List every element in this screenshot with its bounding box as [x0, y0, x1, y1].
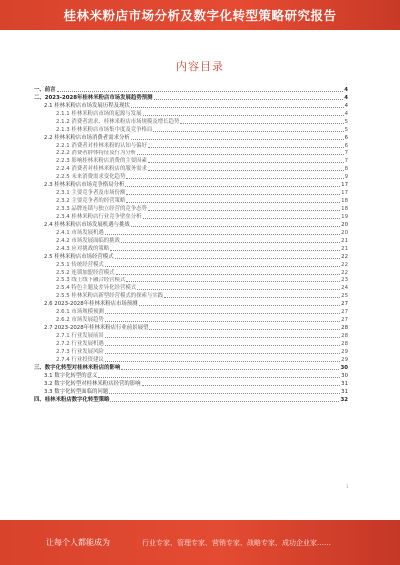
top-banner: [0, 0, 400, 30]
toc-entry-label: 2.6 2023-2028年桂林米粉店市场预测: [44, 301, 138, 308]
toc-entry-label: 2.1.2 消费者需求、桂林米粉店市场规模及增长趋势: [56, 118, 180, 125]
toc-entry-label: 2.6.1 市场规模预测: [56, 309, 104, 316]
toc-leader-dots: [105, 360, 340, 362]
toc-entry-page: 17: [341, 190, 348, 197]
toc-leader-dots: [180, 122, 343, 124]
toc-entry[interactable]: [34, 118, 348, 126]
toc-entry-label: 2.1 桂林米粉店市场发展历程及现状: [44, 102, 130, 109]
toc-leader-dots: [110, 249, 340, 251]
toc-entry-page: 30: [340, 364, 348, 371]
toc-entry[interactable]: [34, 348, 348, 356]
toc-entry-page: 20: [341, 229, 348, 236]
toc-leader-dots: [115, 257, 341, 259]
toc-entry-label: 二、2023-2028年桂林米粉店市场发展趋势预测: [34, 94, 153, 101]
toc-entry-page: 5: [344, 126, 348, 133]
toc-leader-dots: [121, 241, 340, 243]
toc-entry[interactable]: [34, 229, 348, 237]
toc-leader-dots: [105, 352, 340, 354]
toc-entry-label: 2.4.1 市场发展机遇: [56, 229, 104, 236]
toc-entry-label: 2.4 桂林米粉店市场发展机遇与挑战: [44, 221, 130, 228]
toc-entry[interactable]: [34, 134, 348, 142]
toc-entry-label: 2.7.3 行业发展风险: [56, 348, 104, 355]
toc-leader-dots: [125, 185, 340, 187]
toc-entry-label: 2.2.3 影响桂林米粉店消费的主要因素: [56, 158, 147, 165]
toc-entry-label: 3.1 数字化转型的意义: [44, 372, 98, 379]
toc-leader-dots: [105, 336, 340, 338]
toc-entry[interactable]: [34, 372, 348, 380]
toc-entry-page: 4: [344, 102, 348, 109]
toc-entry-label: 2.5.3 线上线下融合经营模式: [56, 277, 126, 284]
toc-entry[interactable]: [34, 388, 348, 396]
toc-entry-page: 9: [344, 174, 348, 181]
toc-entry-label: 2.5.4 特色主题及差异化经营模式: [56, 285, 137, 292]
toc-entry-page: 22: [341, 269, 348, 276]
toc-entry[interactable]: [34, 245, 348, 253]
toc-leader-dots: [143, 114, 344, 116]
toc-entry-page: 18: [341, 198, 348, 205]
toc-entry-page: 18: [341, 206, 348, 212]
toc-entry-page: 25: [341, 293, 348, 300]
toc-entry-label: 3.2 数字化转型对桂林米粉店经营的影响: [44, 380, 141, 387]
toc-entry-page: 24: [341, 285, 348, 292]
toc-leader-dots: [126, 201, 340, 203]
toc-entry-page: 27: [341, 301, 348, 308]
toc-entry-page: 28: [341, 325, 348, 332]
toc-leader-dots: [148, 146, 344, 148]
toc-entry-page: 30: [341, 372, 348, 379]
toc-entry-label: 2.4.2 市场发展面临的挑战: [56, 237, 120, 244]
toc-leader-dots: [105, 265, 340, 267]
toc-leader-dots: [131, 225, 340, 227]
toc-entry-label: 2.5.2 连锁加盟经营模式: [56, 269, 115, 276]
footer-banner: [0, 520, 400, 565]
toc-entry-label: 2.3 桂林米粉店市场竞争格局分析: [44, 182, 125, 189]
table-of-contents: [34, 86, 348, 404]
toc-leader-dots: [148, 161, 344, 163]
toc-entry[interactable]: [34, 173, 348, 181]
toc-entry[interactable]: [34, 110, 348, 118]
toc-leader-dots: [153, 130, 343, 132]
page-marker: 1: [346, 484, 349, 489]
toc-leader-dots: [137, 288, 340, 290]
toc-entry-label: 三、数字化转型对桂林米粉店的影响: [34, 364, 121, 371]
toc-leader-dots: [116, 273, 341, 275]
toc-entry-label: 2.7.1 行业发展前景: [56, 333, 104, 339]
toc-entry[interactable]: [34, 277, 348, 285]
toc-entry[interactable]: [34, 356, 348, 364]
toc-entry-page: 31: [341, 380, 348, 387]
toc-entry-label: 2.5.1 传统经营模式: [56, 261, 104, 268]
toc-entry-label: 2.3.2 主要竞争者的经营策略: [56, 198, 126, 205]
toc-entry-page: 7: [344, 158, 348, 165]
toc-entry-page: 29: [341, 356, 348, 363]
toc-entry-page: 17: [341, 182, 348, 189]
toc-leader-dots: [105, 344, 340, 346]
toc-entry-page: 6: [344, 142, 348, 149]
toc-leader-dots: [109, 392, 340, 394]
toc-entry-label: 2.1.1 桂林米粉店市场的起源与发展: [56, 110, 142, 117]
toc-entry[interactable]: [34, 340, 348, 348]
toc-entry[interactable]: [34, 380, 348, 388]
toc-entry-label: 2.5.5 桂林米粉店新型经营模式的探索与实践: [56, 293, 164, 300]
toc-entry-page: 5: [344, 118, 348, 125]
toc-entry-label: 2.2.4 消费者对桂林米粉店的服务需求: [56, 166, 147, 173]
toc-entry[interactable]: [34, 237, 348, 245]
toc-entry-page: 4: [344, 94, 348, 101]
toc-entry-label: 2.1.3 桂林米粉店市场集中度及竞争格局: [56, 126, 153, 133]
toc-entry-label: 2.7.2 行业发展机遇: [56, 340, 104, 347]
toc-entry-page: 27: [341, 309, 348, 316]
toc-leader-dots: [126, 280, 340, 282]
toc-leader-dots: [131, 106, 344, 108]
toc-entry-page: 32: [340, 396, 348, 403]
toc-leader-dots: [121, 368, 339, 370]
toc-entry[interactable]: [34, 324, 348, 332]
toc-entry[interactable]: [34, 253, 348, 261]
toc-entry-page: 7: [344, 150, 348, 157]
toc-entry[interactable]: [34, 157, 348, 165]
toc-entry-label: 2.2.5 未来消费需求变化趋势: [56, 174, 126, 181]
toc-entry-label: 2.3.1 主要竞争者及市场份额: [56, 190, 126, 197]
toc-entry-page: 20: [341, 221, 348, 228]
toc-entry[interactable]: [34, 396, 348, 404]
footer-slogan: 让每个人都能成为: [46, 538, 110, 547]
toc-entry-page: 6: [344, 134, 348, 141]
toc-leader-dots: [142, 384, 341, 386]
toc-entry-label: 2.6.2 市场发展趋势: [56, 317, 104, 324]
toc-entry-label: 2.4.3 应对挑战的策略: [56, 245, 110, 252]
toc-entry-page: 21: [341, 245, 348, 252]
toc-leader-dots: [149, 328, 340, 330]
toc-entry[interactable]: [34, 165, 348, 173]
toc-entry[interactable]: [34, 86, 348, 94]
toc-entry[interactable]: [34, 197, 348, 205]
toc-entry[interactable]: [34, 94, 348, 102]
toc-heading: 内容目录: [176, 60, 224, 73]
toc-entry[interactable]: [34, 269, 348, 277]
toc-entry[interactable]: [34, 364, 348, 372]
toc-entry-label: 3.3 数字化转型面临的问题: [44, 388, 109, 395]
toc-entry[interactable]: [34, 261, 348, 269]
toc-leader-dots: [137, 153, 343, 155]
toc-entry[interactable]: [34, 181, 348, 189]
toc-entry-label: 四、桂林米粉店数字化转型策略: [34, 396, 110, 403]
toc-leader-dots: [148, 169, 344, 171]
toc-entry-label: 2.3.4 桂林米粉店行业竞争壁垒分析: [56, 213, 142, 220]
toc-leader-dots: [105, 312, 340, 314]
toc-leader-dots: [105, 233, 340, 235]
toc-entry-page: 22: [341, 261, 348, 268]
toc-entry[interactable]: [34, 142, 348, 150]
toc-entry-page: 31: [341, 388, 348, 395]
toc-entry[interactable]: [34, 213, 348, 221]
toc-leader-dots: [154, 98, 344, 100]
toc-leader-dots: [164, 296, 340, 298]
toc-entry[interactable]: [34, 316, 348, 324]
toc-entry[interactable]: [34, 102, 348, 110]
toc-leader-dots: [131, 138, 344, 140]
toc-entry[interactable]: [34, 221, 348, 229]
footer-tagline: 行业专家、管理专家、营销专家、战略专家、成功企业家……: [142, 538, 331, 547]
toc-entry[interactable]: [34, 292, 348, 300]
toc-entry[interactable]: [34, 189, 348, 197]
toc-entry[interactable]: [34, 300, 348, 308]
report-title: 桂林米粉店市场分析及数字化转型策略研究报告: [63, 8, 337, 23]
toc-entry[interactable]: [34, 150, 348, 158]
toc-leader-dots: [98, 376, 340, 378]
toc-entry-page: 28: [341, 340, 348, 347]
toc-entry-page: 19: [341, 213, 348, 220]
toc-entry-page: 28: [341, 333, 348, 339]
toc-leader-dots: [105, 320, 340, 322]
toc-entry-label: 2.2.1 消费者对桂林米粉的认知与偏好: [56, 142, 147, 149]
toc-entry-page: 27: [341, 317, 348, 324]
toc-entry-label: 2.2.2 消费者群体特征及行为分析: [56, 150, 137, 157]
toc-leader-dots: [143, 217, 341, 219]
toc-entry[interactable]: [34, 284, 348, 292]
toc-entry[interactable]: [34, 308, 348, 316]
toc-leader-dots: [148, 209, 340, 211]
toc-entry-page: 22: [341, 253, 348, 260]
toc-entry-label: 2.2 桂林米粉店市场消费者需求分析: [44, 134, 130, 141]
toc-entry-page: 4: [344, 86, 348, 93]
toc-leader-dots: [139, 304, 341, 306]
toc-entry-label: 2.3.3 品牌连锁与独立经营的竞争态势: [56, 206, 147, 212]
toc-entry[interactable]: [34, 332, 348, 340]
toc-leader-dots: [126, 177, 343, 179]
toc-entry-label: 2.7.4 行业投资建议: [56, 356, 104, 363]
toc-entry[interactable]: [34, 126, 348, 134]
toc-entry-page: 8: [344, 166, 348, 173]
toc-entry-page: 29: [341, 348, 348, 355]
toc-entry-label: 2.7 2023-2028年桂林米粉店行业前景展望: [44, 325, 149, 332]
toc-leader-dots: [126, 193, 340, 195]
toc-entry-page: 23: [341, 277, 348, 284]
toc-leader-dots: [110, 400, 339, 402]
toc-leader-dots: [57, 90, 344, 92]
toc-entry[interactable]: [34, 205, 348, 213]
toc-entry-label: 一、前言: [34, 86, 56, 93]
toc-entry-page: 21: [341, 237, 348, 244]
toc-entry-label: 2.5 桂林米粉店市场经营模式: [44, 253, 114, 260]
toc-entry-page: 4: [344, 110, 348, 117]
